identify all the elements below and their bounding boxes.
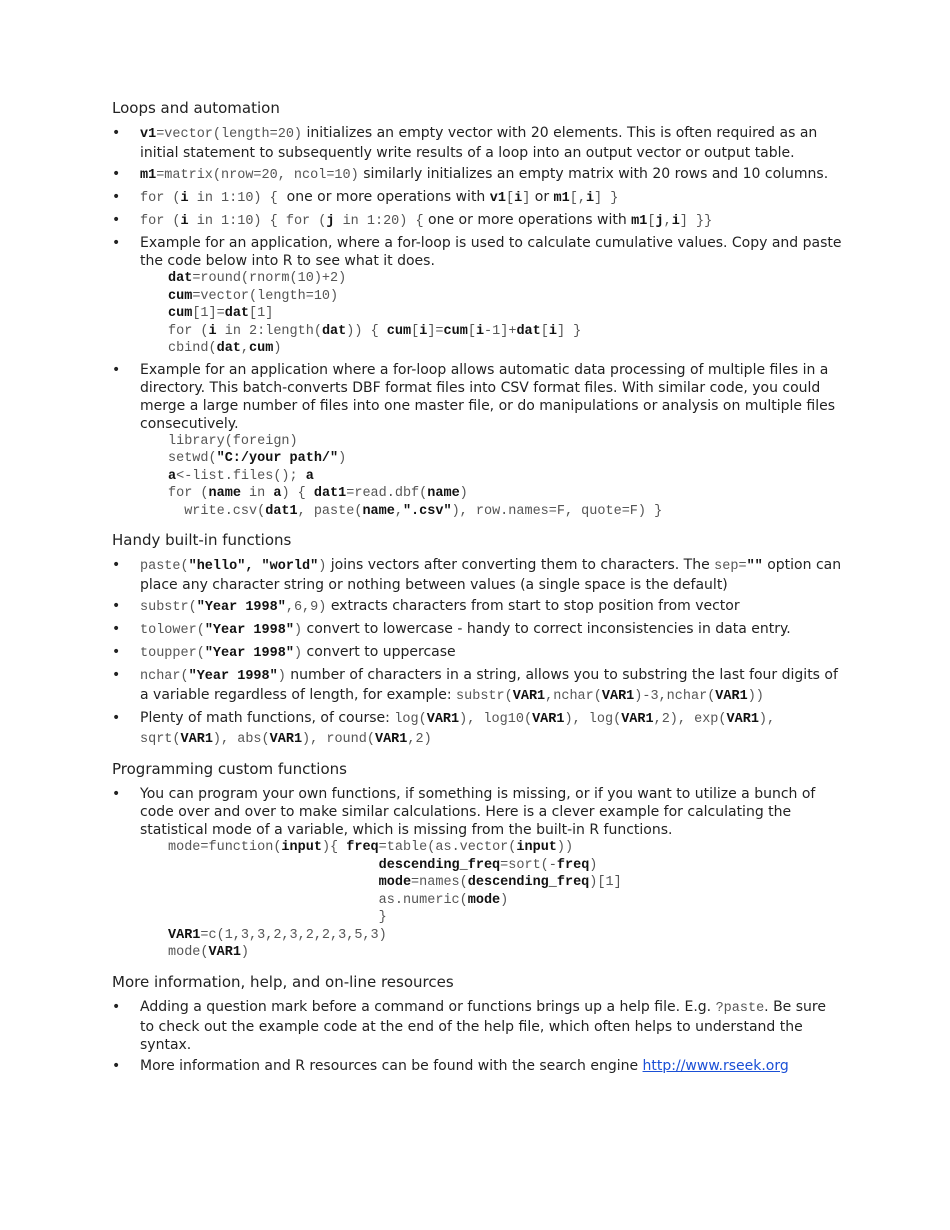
list-item: • toupper("Year 1998") convert to uppercase [112,643,842,663]
list-item: • tolower("Year 1998") convert to lowercase - handy to correct inconsistencies in data entry. [112,620,842,640]
list-item: • Example for an application, where a for-loop is used to calculate cumulative values. Copy and paste the code below into R to see what it does. dat=round(rnorm(10)+2) cum=vector(length=10) cum[1]=dat[1] for (i in 2:length(dat)) { cum[i]=cum[i-1]+dat[i] } cbind(dat,cum) [112,234,842,358]
code-block: mode=function(input){ freq=table(as.vector(input)) descending_freq=sort(-freq) mode=names(descending_freq)[1] as.numeric(mode) } VAR1=c(1,3,3,2,3,2,2,3,5,3) mode(VAR1) [168,840,622,960]
list-item: • Example for an application where a for-loop allows automatic data processing of multiple files in a directory. This batch-converts DBF format files into CSV format files. With similar code, you could merge a large number of files into one master file, or do manipulations or analysis on multiple files consecutively. library(foreign) setwd("C:/your path/") a<-list.files(); a for (name in a) { dat1=read.dbf(name) write.csv(dat1, paste(name,".csv"), row.names=F, quote=F) } [112,361,842,521]
rseek-link[interactable]: http://www.rseek.org [642,1057,789,1074]
list-item: • paste("hello", "world") joins vectors after converting them to characters. The sep="" option can place any character string or nothing between values (a single space is the default) [112,556,842,594]
section-heading: Programming custom functions [112,760,347,778]
list-item: • for (i in 1:10) { one or more operations with v1[i] or m1[,i] } [112,188,842,208]
code-block: dat=round(rnorm(10)+2) cum=vector(length=10) cum[1]=dat[1] for (i in 2:length(dat)) { cum[i]=cum[i-1]+dat[i] } cbind(dat,cum) [168,271,582,356]
section-loops [112,98,842,520]
list-item: • nchar("Year 1998") number of characters in a string, allows you to substring the last four digits of a variable regardless of length, for example: substr(VAR1,nchar(VAR1)-3,nchar(VAR1)) [112,666,842,706]
section-heading: Handy built-in functions [112,531,292,549]
list-item: • m1=matrix(nrow=20, ncol=10) similarly initializes an empty matrix with 20 rows and 10 columns. [112,165,842,185]
list-item: • Plenty of math functions, of course: log(VAR1), log10(VAR1), log(VAR1,2), exp(VAR1), sqrt(VAR1), abs(VAR1), round(VAR1,2) [112,709,842,749]
section-heading: Loops and automation [112,99,280,117]
list-item: • substr("Year 1998",6,9) extracts characters from start to stop position from vector [112,597,842,617]
bullet-list [112,785,842,962]
list-item: • More information and R resources can be found with the search engine http://www.rseek.org [112,1057,842,1075]
section-builtin [112,530,842,749]
list-item: • for (i in 1:10) { for (j in 1:20) { one or more operations with m1[j,i] }} [112,211,842,231]
bullet-list [112,124,842,520]
section-custom [112,759,842,962]
list-item: • Adding a question mark before a command or functions brings up a help file. E.g. ?paste. Be sure to check out the example code at the end of the help file, which often helps to understand the syntax. [112,998,842,1054]
code-block: library(foreign) setwd("C:/your path/") a<-list.files(); a for (name in a) { dat1=read.dbf(name) write.csv(dat1, paste(name,".csv"), row.names=F, quote=F) } [168,433,663,519]
list-item: • v1=vector(length=20) initializes an empty vector with 20 elements. This is often required as an initial statement to subsequently write results of a loop into an output vector or output table. [112,124,842,162]
bullet-list [112,998,842,1075]
document-page [112,98,842,1085]
bullet-list [112,556,842,749]
section-heading: More information, help, and on-line resources [112,972,454,991]
list-item: • You can program your own functions, if something is missing, or if you want to utilize a bunch of code over and over to make similar calculations. Here is a clever example for calculating the statistical mode of a variable, which is missing from the built-in R functions. mode=function(input){ freq=table(as.vector(input)) descending_freq=sort(-freq) mode=names(descending_freq)[1] as.numeric(mode) } VAR1=c(1,3,3,2,3,2,2,3,5,3) mode(VAR1) [112,785,842,962]
section-more-info [112,972,842,1075]
